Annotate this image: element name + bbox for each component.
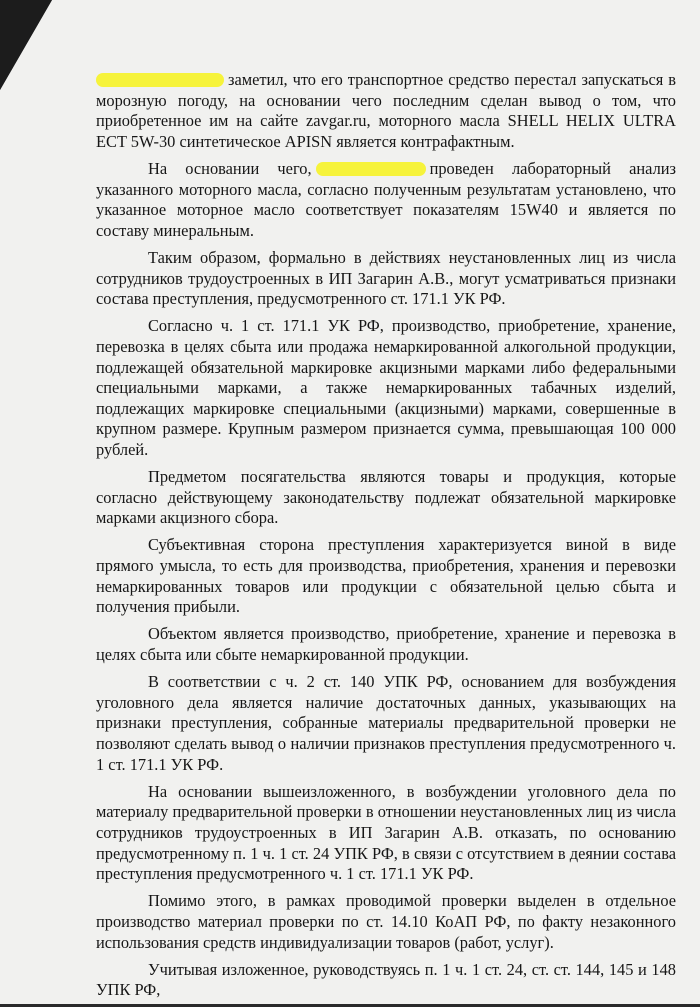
folded-corner: [0, 0, 52, 90]
paragraph: Объектом является производство, приобретение, хранение и перевозка в целях сбыта или сбыте немаркированной продукции.: [96, 624, 676, 664]
paragraph: Учитывая изложенное, руководствуясь п. 1 ч. 1 ст. 24, ст. ст. 144, 145 и 148 УПК РФ,: [96, 959, 676, 1000]
paragraph: Предметом посягательства являются товары и продукция, которые согласно действующему законодательству подлежат обязательной маркировке марками акцизного сбора.: [96, 467, 676, 528]
paragraph: заметил, что его транспортное средство перестал запускаться в морозную погоду, на основании чего последним сделан вывод о том, что приобретенное им на сайте zavgar.ru, моторного масла SHELL HELIX ULTRA ECT 5W-30 синтетическое APISN является контрафактным.: [96, 70, 676, 151]
paragraph: Таким образом, формально в действиях неустановленных лиц из числа сотрудников трудоустроенных в ИП Загарин А.В., могут усматриваться признаки состава преступления, предусмотренного ст. 171.1 УК РФ.: [96, 247, 676, 309]
document-body: [96, 70, 676, 1007]
redaction-highlight: [96, 73, 224, 87]
paragraph: Помимо этого, в рамках проводимой проверки выделен в отдельное производство материал проверки по ст. 14.10 КоАП РФ, по факту незаконного использования средств индивидуализации товаров (работ, услуг).: [96, 891, 676, 952]
paragraph: В соответствии с ч. 2 ст. 140 УПК РФ, основанием для возбуждения уголовного дела является наличие достаточных данных, указывающих на признаки преступления, собранные материалы предварительной проверки не позволяют сделать вывод о наличии признаков преступления предусмотренного ч. 1 ст. 171.1 УК РФ.: [96, 672, 676, 774]
paragraph: На основании чего, проведен лабораторный анализ указанного моторного масла, согласно полученным результатам установлено, что указанное моторное масло соответствует показателям 15W40 и является по составу минеральным.: [96, 158, 676, 240]
paragraph: Согласно ч. 1 ст. 171.1 УК РФ, производство, приобретение, хранение, перевозка в целях сбыта или продажа немаркированной алкогольной продукции, подлежащей обязательной маркировке акцизными марками либо федеральными специальными марками, а также немаркированных табачных изделий, подлежащих маркировке специальными (акцизными) марками, совершенные в крупном размере. Крупным размером признается сумма, превышающая 100 000 рублей.: [96, 316, 676, 459]
paragraph: Субъективная сторона преступления характеризуется виной в виде прямого умысла, то есть для производства, приобретения, хранения и перевозки немаркированных товаров или продукции с обязательной целью сбыта и получения прибыли.: [96, 535, 676, 617]
redaction-highlight: [316, 162, 426, 176]
paragraph: На основании вышеизложенного, в возбуждении уголовного дела по материалу предварительной проверки в отношении неустановленных лиц из числа сотрудников трудоустроенных в ИП Загарин А.В. отказать, по основанию предусмотренному п. 1 ч. 1 ст. 24 УПК РФ, в связи с отсутствием в деянии состава преступления предусмотренного ч. 1 ст. 171.1 УК РФ.: [96, 781, 676, 884]
